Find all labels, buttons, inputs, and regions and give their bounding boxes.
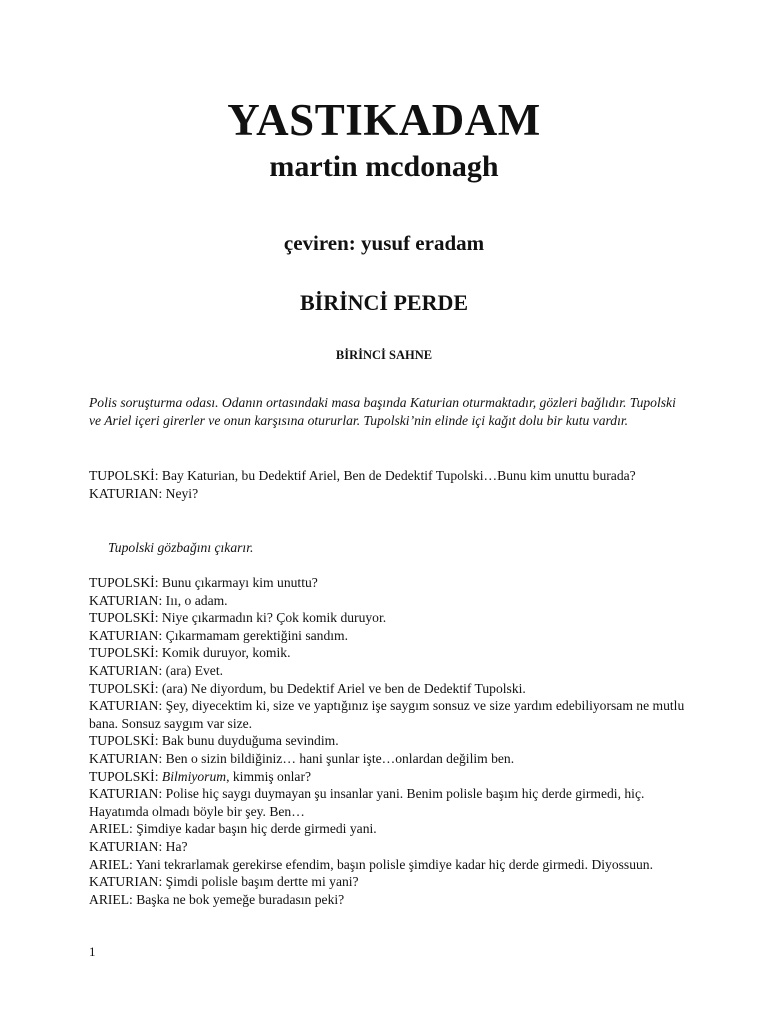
scene-heading: BİRİNCİ SAHNE [335,348,433,362]
dialogue-line [89,750,689,768]
dialogue-text: Şey, diyecektim ki, size ve yaptığınız işe saygım sonsuz ve size yardım edebiliyorsam ne mutlu bana. Sonsuz saygım var size. [89,698,685,731]
dialogue-text: Şimdi polisle başım dertte mi yani? [162,874,359,890]
dialogue-line [89,768,689,786]
dialogue-line [89,820,689,838]
speaker-name: KATURIAN: [89,698,163,714]
dialogue-line [89,732,689,750]
dialogue-text: Komik duruyor, komik. [158,645,291,661]
dialogue-text: (ara) Evet. [162,662,224,678]
dialogue-text: Bak bunu duyduğuma sevindim. [158,733,339,749]
dialogue-line [89,574,689,592]
dialogue-text: Niye çıkarmadın ki? Çok komik duruyor. [158,610,387,626]
dialogue-text: Bay Katurian, bu Dedektif Ariel, Ben de Dedektif Tupolski…Bunu kim unuttu burada? [158,468,636,483]
dialogue-text: Polise hiç saygı duymayan şu insanlar yani. Benim polisle başım hiç derde girmedi, hiç. Hayatımda olmadı böyle bir şey. Ben… [89,786,645,819]
stage-direction-blindfold: Tupolski gözbağını çıkarır. [108,540,254,555]
dialogue-text: Bunu çıkarmayı kim unuttu? [158,575,318,590]
speaker-name: TUPOLSKİ: [89,468,159,483]
speaker-name: TUPOLSKİ: [89,575,159,590]
speaker-name: KATURIAN: [89,838,163,854]
speaker-name: KATURIAN: [89,786,163,802]
speaker-name: KATURIAN: [89,874,163,890]
dialogue-line [89,644,689,662]
dialogue-line [89,592,689,610]
dialogue-line [89,662,689,680]
dialogue-line [89,873,689,891]
speaker-name: ARIEL: [89,891,133,907]
speaker-name: KATURIAN: [89,750,163,766]
dialogue-line [89,697,689,732]
page-number: 1 [89,944,96,959]
speaker-name: KATURIAN: [89,485,163,501]
speaker-name: ARIEL: [89,821,133,837]
dialogue-text: Neyi? [162,485,199,501]
dialogue-line [89,467,689,485]
speaker-name: TUPOLSKİ: [89,768,159,784]
dialogue-text: Şimdiye kadar başın hiç derde girmedi yani. [132,821,377,837]
dialogue-text-after: , kimmiş onlar? [226,768,312,784]
speaker-name: TUPOLSKİ: [89,645,159,661]
dialogue-text: Başka ne bok yemeğe buradasın peki? [132,891,345,907]
dialogue-text: Ha? [162,838,188,854]
dialogue-emphasis: Bilmiyorum [161,768,227,784]
dialogue-text: (ara) Ne diyordum, bu Dedektif Ariel ve ben de Dedektif Tupolski. [158,680,526,696]
play-title: YASTIKADAM [227,95,541,145]
dialogue-line [89,856,689,874]
dialogue-block-2 [89,574,689,908]
dialogue-text: Iıı, o adam. [162,592,228,608]
dialogue-line [89,891,689,909]
dialogue-text: Ben o sizin bildiğiniz… hani şunlar işte…onlardan değilim ben. [162,750,515,766]
act-heading: BİRİNCİ PERDE [299,290,469,315]
dialogue-line [89,485,689,503]
dialogue-text: Çıkarmamam gerektiğini sandım. [162,627,349,643]
dialogue-line [89,627,689,645]
speaker-name: TUPOLSKİ: [89,733,159,749]
speaker-name: TUPOLSKİ: [89,610,159,626]
speaker-name: KATURIAN: [89,592,163,608]
dialogue-line [89,680,689,698]
speaker-name: KATURIAN: [89,627,163,643]
translator-credit: çeviren: yusuf eradam [283,231,485,255]
dialogue-line [89,785,689,820]
speaker-name: TUPOLSKİ: [89,680,159,696]
speaker-name: KATURIAN: [89,662,163,678]
dialogue-block-1 [89,467,689,502]
dialogue-line [89,609,689,627]
dialogue-text: Yani tekrarlamak gerekirse efendim, başın polisle şimdiye kadar hiç derde girmedi. Diyossuun. [132,856,654,872]
speaker-name: ARIEL: [89,856,133,872]
dialogue-line [89,838,689,856]
stage-direction-opening: Polis soruşturma odası. Odanın ortasındaki masa başında Katurian oturmaktadır, gözleri bağlıdır. Tupolski ve Ariel içeri girerler ve onun karşısına otururlar. Tupolski’nin elinde içi kağıt dolu bir kutu vardır. [89,395,676,428]
author-name: martin mcdonagh [269,150,499,183]
